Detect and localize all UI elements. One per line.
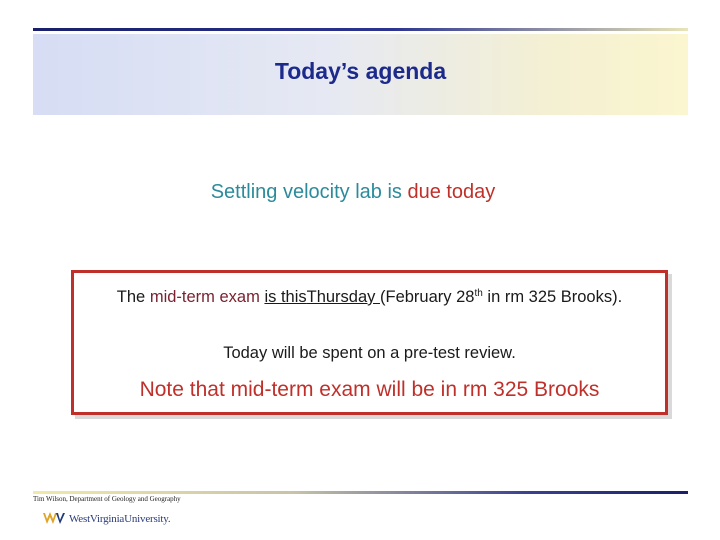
top-divider xyxy=(33,28,688,31)
exam-line-prefix: The xyxy=(116,288,150,306)
lab-due-notice xyxy=(0,181,706,204)
exam-line-midterm: mid-term exam xyxy=(149,288,265,306)
footer-credit: Tim Wilson, Department of Geology and Geography xyxy=(33,495,181,503)
room-reminder-line: Note that mid-term exam will be in rm 325 Brooks xyxy=(139,378,600,401)
bottom-divider xyxy=(33,491,688,494)
lab-due-text: Settling velocity lab is xyxy=(210,181,408,203)
wvu-logo-text: WestVirginiaUniversity. xyxy=(69,513,171,525)
title-banner xyxy=(33,34,688,115)
wvu-logo xyxy=(42,508,170,530)
exam-notice-box xyxy=(71,270,668,415)
exam-line-is-this: is this xyxy=(264,288,307,306)
exam-line-date-suffix: th xyxy=(474,288,483,299)
due-today-text: due today xyxy=(407,181,496,203)
exam-line-day: Thursday xyxy=(306,288,380,306)
exam-date-line xyxy=(74,286,665,308)
review-line: Today will be spent on a pre-test review. xyxy=(223,344,516,362)
flying-wv-logo-icon xyxy=(42,511,66,527)
exam-line-room: in rm 325 Brooks). xyxy=(482,288,623,306)
exam-line-date: (February 28 xyxy=(380,288,475,306)
slide-title: Today’s agenda xyxy=(274,58,447,84)
